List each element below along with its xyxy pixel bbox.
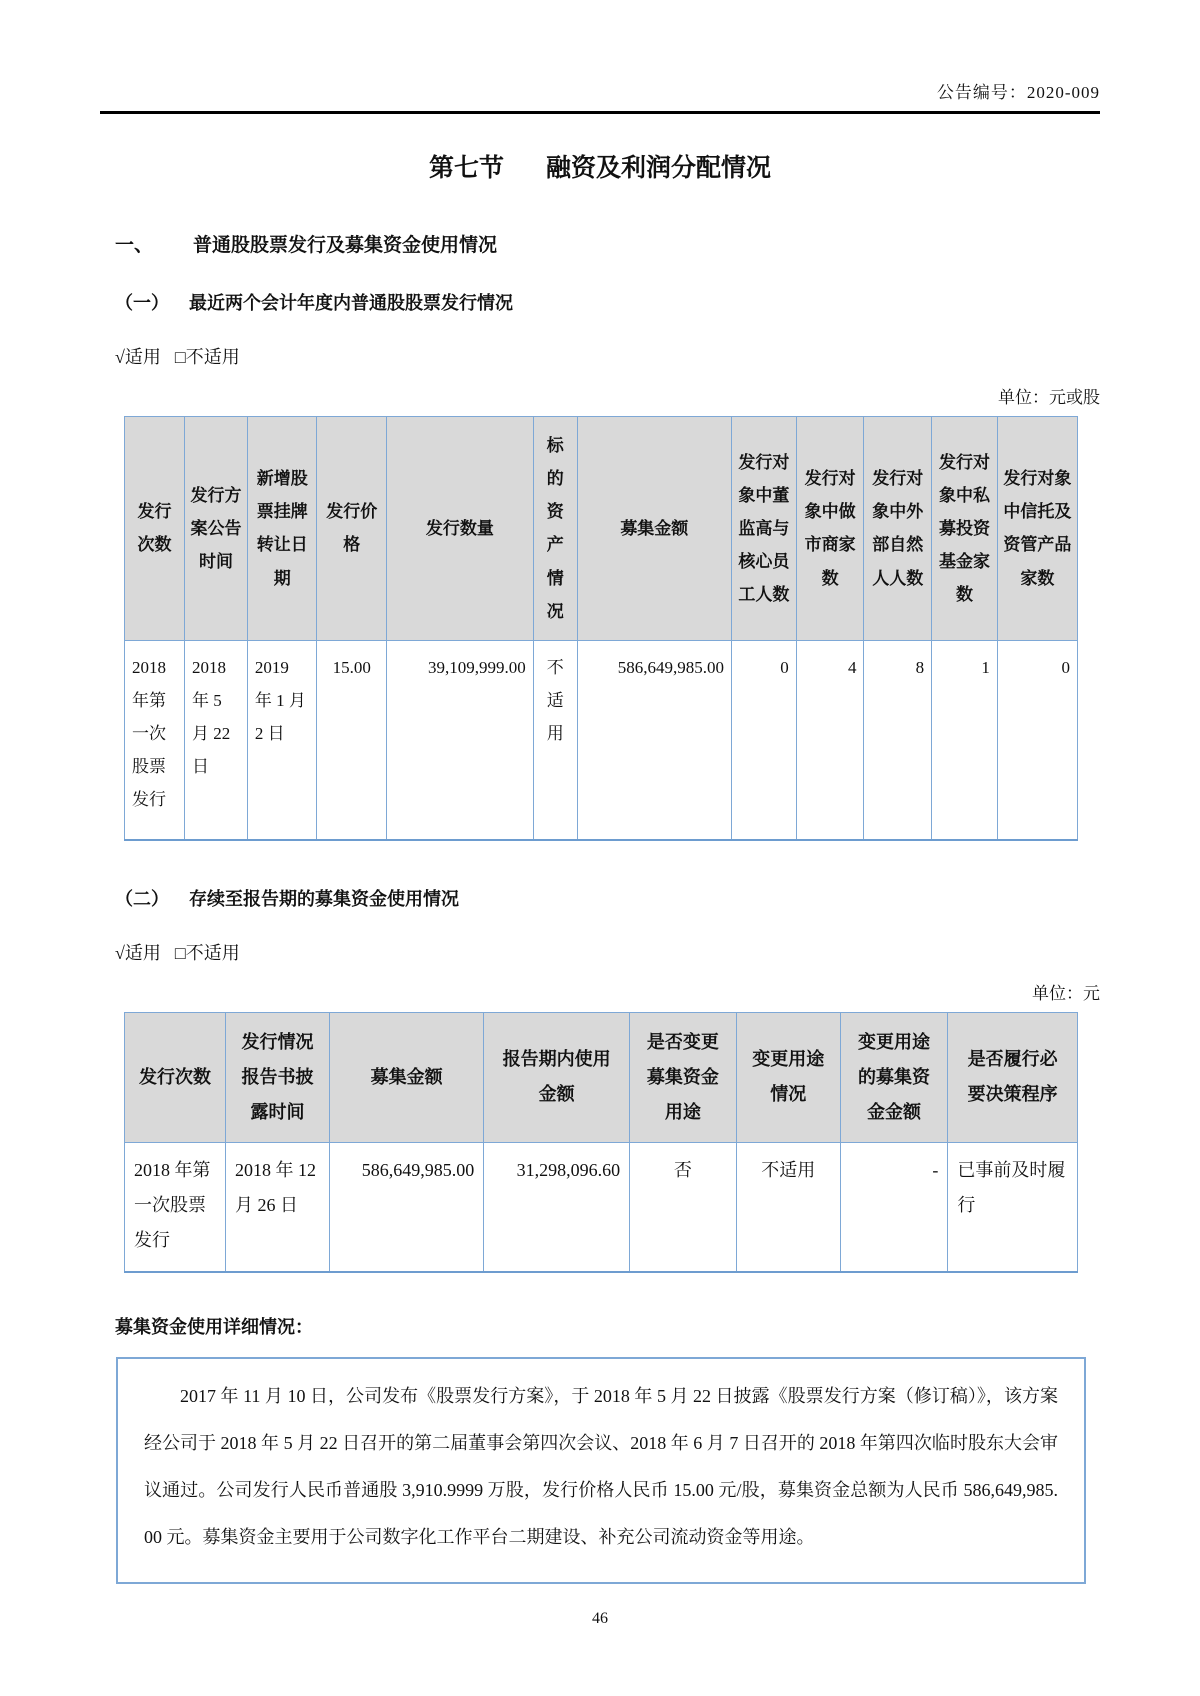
page-title <box>100 148 1100 184</box>
header-rule <box>100 111 1100 114</box>
cell-listing-date: 2019 年 1 月 2 日 <box>247 640 317 840</box>
cell-underlying-asset: 不适用 <box>533 640 577 840</box>
column-header: 募集金额 <box>577 417 731 641</box>
column-header: 报告期内使用金额 <box>484 1012 630 1142</box>
column-header: 发行对象中外部自然人人数 <box>864 417 932 641</box>
detail-heading: 募集资金使用详细情况： <box>115 1317 313 1338</box>
column-header: 发行次数 <box>125 417 185 641</box>
page-title-text: 融资及利润分配情况 <box>546 154 772 182</box>
column-header: 新增股票挂牌转让日期 <box>247 417 317 641</box>
applicable-no-1: □不适用 <box>174 347 240 367</box>
subsection-heading-1-text: 最近两个会计年度内普通股股票发行情况 <box>189 293 513 313</box>
section-heading-1 <box>115 230 1100 257</box>
subsection-heading-2 <box>115 885 1100 911</box>
column-header: 是否变更募集资金用途 <box>630 1012 737 1142</box>
cell-external-person-count: 8 <box>864 640 932 840</box>
cell-issue-price: 15.00 <box>317 640 387 840</box>
section-heading-1-number: 一、 <box>115 235 154 256</box>
section-heading-1-text: 普通股股票发行及募集资金使用情况 <box>193 235 498 256</box>
unit-label-1: 单位：元或股 <box>998 388 1100 407</box>
cell-issuance-round: 2018 年第一次股票发行 <box>125 640 185 840</box>
column-header: 变更用途情况 <box>736 1012 840 1142</box>
subsection-heading-1-number: （一） <box>115 293 169 313</box>
page-title-number: 第七节 <box>428 154 504 182</box>
applicable-no-2: □不适用 <box>174 942 240 963</box>
stock-issuance-table <box>124 416 1078 841</box>
column-header: 发行情况报告书披露时间 <box>226 1012 330 1142</box>
column-header: 发行对象中信托及资管产品家数 <box>997 417 1077 641</box>
column-header: 变更用途的募集资金金额 <box>840 1012 948 1142</box>
column-header: 发行对象中董监高与核心员工人数 <box>732 417 797 641</box>
subsection-heading-2-text: 存续至报告期的募集资金使用情况 <box>189 888 459 909</box>
table-row <box>125 640 1078 840</box>
cell-used-amount: 31,298,096.60 <box>484 1143 630 1273</box>
detail-box <box>116 1357 1086 1584</box>
subsection-heading-1 <box>115 289 1100 315</box>
cell-change-detail: 不适用 <box>736 1143 840 1273</box>
column-header: 是否履行必要决策程序 <box>948 1012 1078 1142</box>
unit-label-2: 单位：元 <box>1032 983 1100 1003</box>
cell-purpose-changed: 否 <box>630 1143 737 1273</box>
column-header: 发行数量 <box>387 417 534 641</box>
cell-changed-amount: - <box>840 1143 948 1273</box>
applicable-yes-2: √适用 <box>115 942 161 963</box>
applicable-line-2 <box>115 939 1100 965</box>
table-row <box>125 1143 1078 1273</box>
cell-issue-quantity: 39,109,999.00 <box>387 640 534 840</box>
cell-market-maker-count: 4 <box>796 640 864 840</box>
raised-funds-usage-table <box>124 1012 1078 1273</box>
doc-number: 公告编号：2020-009 <box>936 83 1100 102</box>
cell-raised-amount: 586,649,985.00 <box>329 1143 483 1273</box>
detail-paragraph: 2017 年 11 月 10 日，公司发布《股票发行方案》，于 2018 年 5 月 22 日披露《股票发行方案（修订稿）》，该方案经公司于 2018 年 5 月 22 日召开的第二届董事会第四次会议、2018 年 6 月 7 日召开的 2018 年第四次临时股东大会审议通过。公司发行人民币普通股 3,910.9999 万股，发行价格人民币 15.00 元/股，募集资金总额为人民币 586,649,985.00 元。募集资金主要用于公司数字化工作平台二期建设、补充公司流动资金等用途。 <box>144 1386 1058 1547</box>
column-header: 发行方案公告时间 <box>185 417 248 641</box>
column-header: 发行对象中私募投资基金家数 <box>932 417 998 641</box>
cell-trust-product-count: 0 <box>997 640 1077 840</box>
cell-procedure-performed: 已事前及时履行 <box>948 1143 1078 1273</box>
column-header: 募集金额 <box>329 1012 483 1142</box>
column-header: 发行价格 <box>317 417 387 641</box>
cell-issuance-round: 2018 年第一次股票发行 <box>125 1143 226 1273</box>
applicable-yes-1: √适用 <box>115 347 161 367</box>
page-number: 46 <box>592 1610 608 1627</box>
applicable-line-1 <box>115 343 1100 369</box>
table-header-row <box>125 1012 1078 1142</box>
column-header: 标的资产情况 <box>533 417 577 641</box>
cell-report-disclosure-date: 2018 年 12 月 26 日 <box>226 1143 330 1273</box>
cell-private-fund-count: 1 <box>932 640 998 840</box>
column-header: 发行对象中做市商家数 <box>796 417 864 641</box>
subsection-heading-2-number: （二） <box>115 888 169 909</box>
cell-insider-count: 0 <box>732 640 797 840</box>
cell-raised-amount: 586,649,985.00 <box>577 640 731 840</box>
column-header: 发行次数 <box>125 1012 226 1142</box>
table-header-row <box>125 417 1078 641</box>
cell-plan-announce-date: 2018 年 5 月 22 日 <box>185 640 248 840</box>
